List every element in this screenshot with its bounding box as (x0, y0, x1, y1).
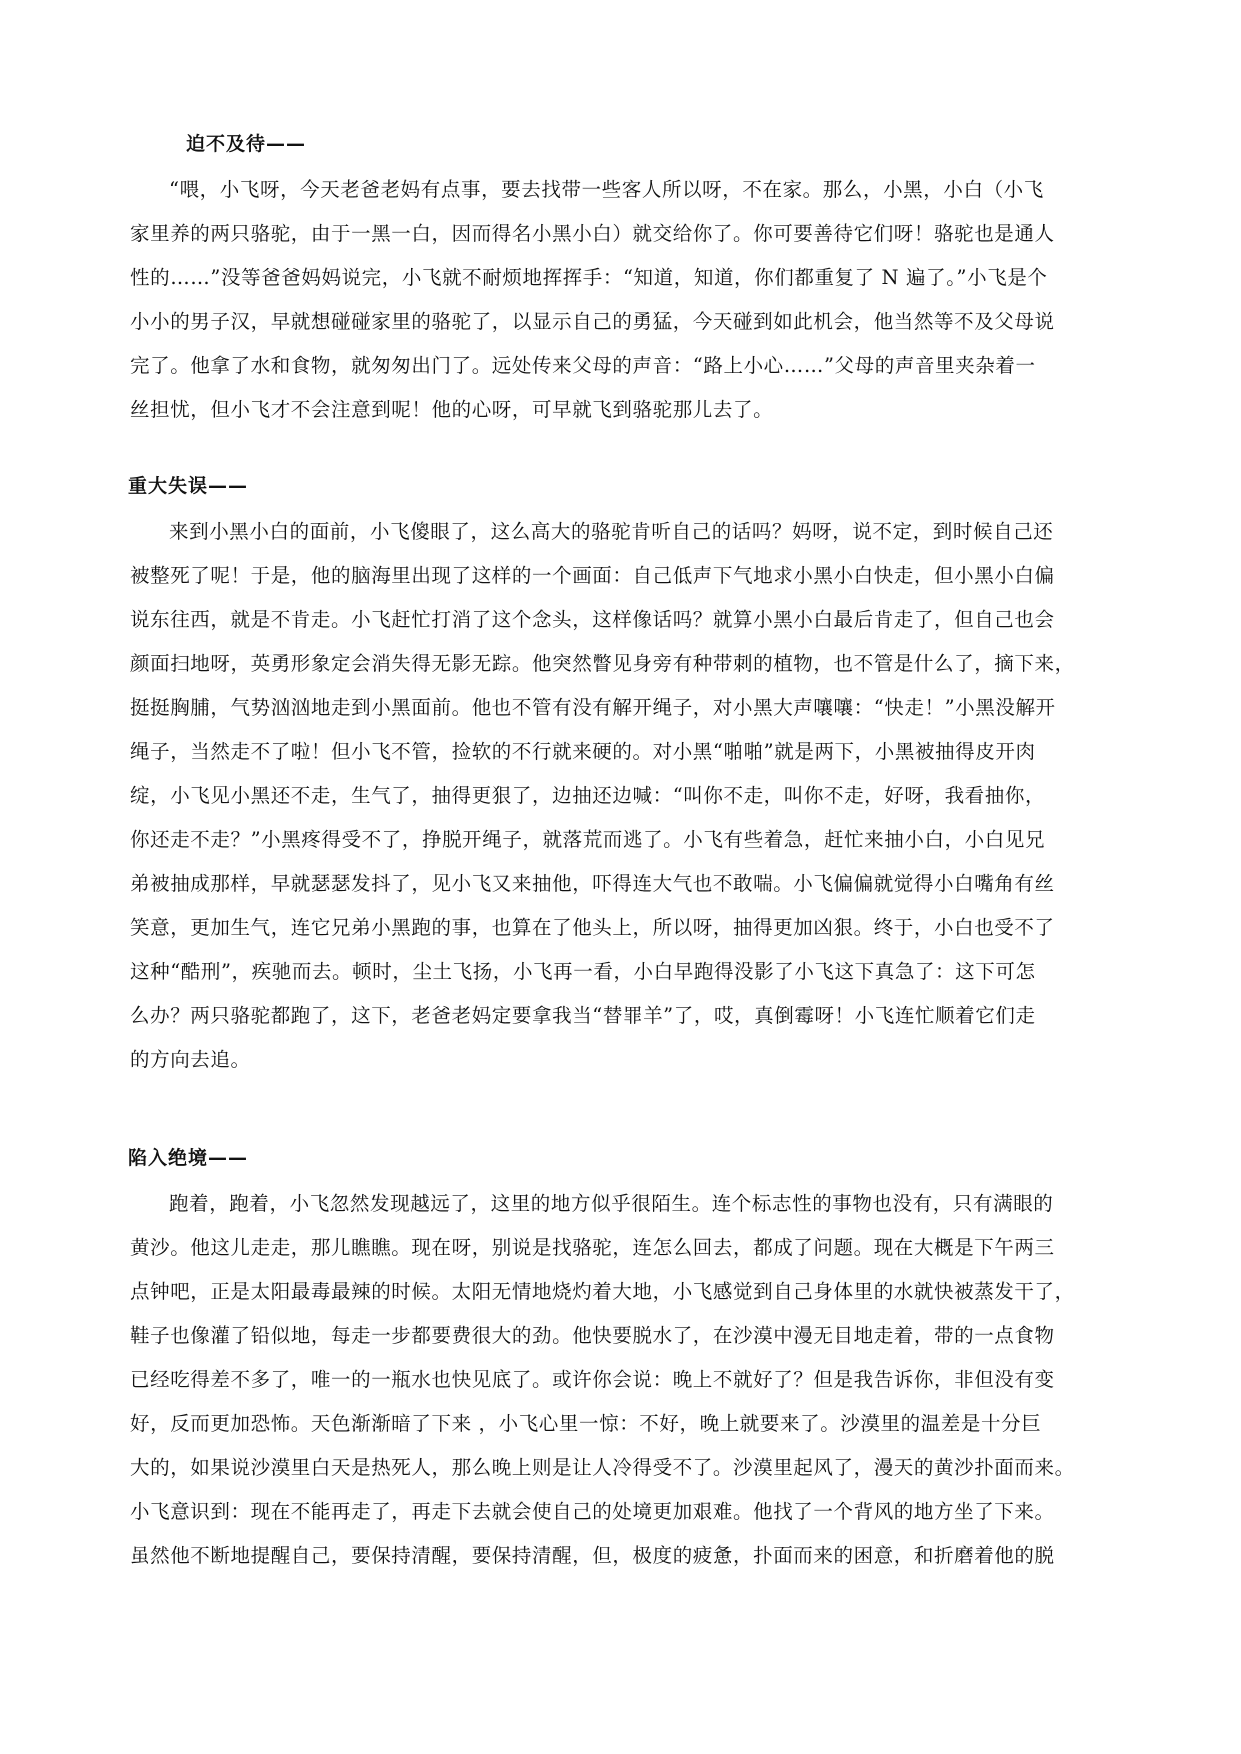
text-line: 小小的男子汉，早就想碰碰家里的骆驼了，以显示自己的勇猛，今天碰到如此机会，他当然等不及父母说 (130, 310, 1055, 333)
section-heading-2: 重大失误—— (128, 475, 249, 497)
text-line: 家里养的两只骆驼，由于一黑一白，因而得名小黑小白）就交给你了。你可要善待它们呀！骆驼也是通人 (130, 222, 1055, 245)
section-paragraph-3 (130, 1182, 1120, 1578)
text-line: 颜面扫地呀，英勇形象定会消失得无影无踪。他突然瞥见身旁有种带刺的植物，也不管是什么了，摘下来， (130, 652, 1075, 675)
text-line: 点钟吧，正是太阳最毒最辣的时候。太阳无情地烧灼着大地，小飞感觉到自己身体里的水就快被蒸发干了， (130, 1280, 1075, 1303)
section-heading-1: 迫不及待—— (186, 133, 307, 155)
section-heading-3: 陷入绝境—— (128, 1147, 249, 1169)
text-line: 鞋子也像灌了铅似地，每走一步都要费很大的劲。他快要脱水了，在沙漠中漫无目地走着，带的一点食物 (130, 1324, 1055, 1347)
text-line: 说东往西，就是不肯走。小飞赶忙打消了这个念头，这样像话吗？就算小黑小白最后肯走了，但自己也会 (130, 608, 1055, 631)
text-line: 丝担忧，但小飞才不会注意到呢！他的心呀，可早就飞到骆驼那儿去了。 (130, 398, 774, 421)
text-line: 已经吃得差不多了，唯一的一瓶水也快见底了。或许你会说：晚上不就好了？但是我告诉你，非但没有变 (130, 1368, 1055, 1391)
text-line: 小飞意识到：现在不能再走了，再走下去就会使自己的处境更加艰难。他找了一个背风的地方坐了下来。 (130, 1500, 1055, 1523)
section-paragraph-2 (130, 510, 1120, 1082)
text-line: 虽然他不断地提醒自己，要保持清醒，要保持清醒，但，极度的疲惫，扑面而来的困意，和折磨着他的脱 (130, 1544, 1055, 1567)
text-line: 弟被抽成那样，早就瑟瑟发抖了，见小飞又来抽他，吓得连大气也不敢喘。小飞偏偏就觉得小白嘴角有丝 (130, 872, 1055, 895)
text-line: 笑意，更加生气，连它兄弟小黑跑的事，也算在了他头上，所以呀，抽得更加凶狠。终于，小白也受不了 (130, 916, 1055, 939)
text-line: 绳子，当然走不了啦！但小飞不管，捡软的不行就来硬的。对小黑“啪啪”就是两下，小黑被抽得皮开肉 (130, 740, 1036, 763)
text-line: 黄沙。他这儿走走，那儿瞧瞧。现在呀，别说是找骆驼，连怎么回去，都成了问题。现在大概是下午两三 (130, 1236, 1055, 1259)
text-line: 大的，如果说沙漠里白天是热死人，那么晚上则是让人冷得受不了。沙漠里起风了，漫天的黄沙扑面而来。 (130, 1456, 1075, 1479)
text-line: 性的……”没等爸爸妈妈说完，小飞就不耐烦地挥挥手：“知道，知道，你们都重复了 N 遍了。”小飞是个 (130, 266, 1048, 289)
text-line: 跑着，跑着，小飞忽然发现越远了，这里的地方似乎很陌生。连个标志性的事物也没有，只有满眼的 (169, 1192, 1054, 1215)
text-line: 被整死了呢！于是，他的脑海里出现了这样的一个画面：自己低声下气地求小黑小白快走，但小黑小白偏 (130, 564, 1055, 587)
text-line: 这种“酷刑”，疾驰而去。顿时，尘土飞扬，小飞再一看，小白早跑得没影了小飞这下真急了：这下可怎 (130, 960, 1036, 983)
text-line: 来到小黑小白的面前，小飞傻眼了，这么高大的骆驼肯听自己的话吗？妈呀，说不定，到时候自己还 (169, 520, 1054, 543)
text-line: 好，反而更加恐怖。天色渐渐暗了下来 ，小飞心里一惊：不好，晚上就要来了。沙漠里的温差是十分巨 (130, 1412, 1042, 1435)
text-line: 你还走不走？”小黑疼得受不了，挣脱开绳子，就落荒而逃了。小飞有些着急，赶忙来抽小白，小白见兄 (130, 828, 1046, 851)
text-line: 绽，小飞见小黑还不走，生气了，抽得更狠了，边抽还边喊：“叫你不走，叫你不走，好呀，我看抽你， (130, 784, 1046, 807)
text-line: 挺挺胸脯，气势汹汹地走到小黑面前。他也不管有没有解开绳子，对小黑大声嚷嚷：“快走！”小黑没解开 (130, 696, 1056, 719)
text-line: “喂，小飞呀，今天老爸老妈有点事，要去找带一些客人所以呀，不在家。那么，小黑，小白（小飞 (169, 178, 1044, 201)
text-line: 完了。他拿了水和食物，就匆匆出门了。远处传来父母的声音：“路上小心……”父母的声音里夹杂着一 (130, 354, 1036, 377)
text-line: 的方向去追。 (130, 1048, 251, 1071)
text-line: 么办？两只骆驼都跑了，这下，老爸老妈定要拿我当“替罪羊”了，哎，真倒霉呀！小飞连忙顺着它们走 (130, 1004, 1036, 1027)
section-paragraph-1 (130, 168, 1120, 432)
